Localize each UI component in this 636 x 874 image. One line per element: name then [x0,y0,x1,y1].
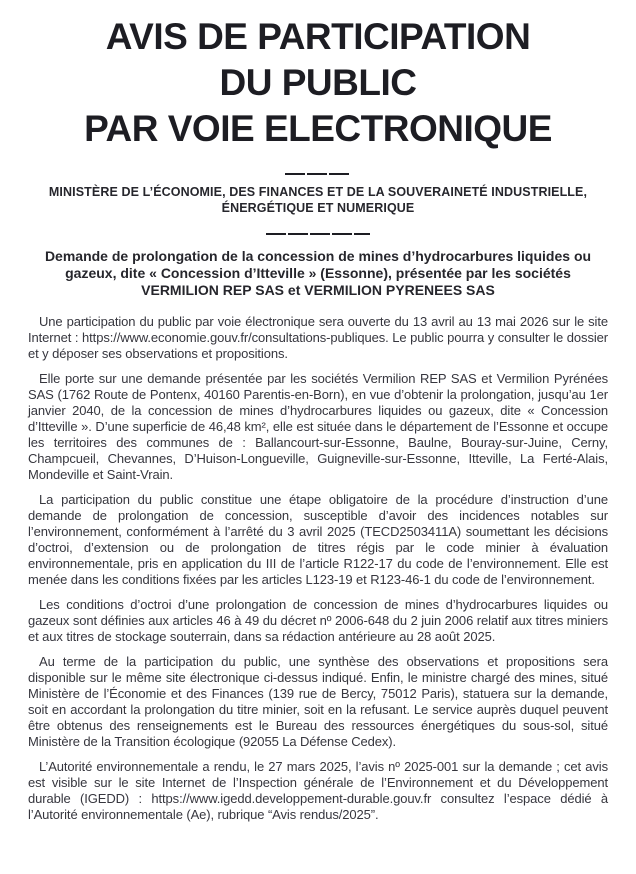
notice-title [28,14,608,152]
paragraph-granting-conditions: Les conditions d’octroi d’une prolongation de concession de mines d’hydrocarbures liquides ou gazeux sont définies aux articles 46 à 49 du décret nº 2006-648 du 2 juin 2006 relatif aux titres miniers et aux titres de stockage souterrain, dans sa rédaction antérieure au 28 août 2025. [28,597,608,644]
section-divider-top [285,173,351,175]
notice-subject: Demande de prolongation de la concession de mines d’hydrocarbures liquides ou gazeux, dite « Concession d’Itteville » (Essonne), présentée par les sociétés VERMILION REP SAS et VERMILION PYRENEES SAS [44,248,592,298]
paragraph-outcome-and-contacts: Au terme de la participation du public, une synthèse des observations et propositions sera disponible sur le même site électronique ci-dessus indiqué. Enfin, le ministre chargé des mines, situé Ministère de l’Économie et des Finances (139 rue de Bercy, 75012 Paris), statuera sur la demande, soit en accordant la prolongation du titre minier, soit en la refusant. Le service auprès duquel peuvent être obtenus des renseignements est le Bureau des ressources énergétiques du sous-sol, situé Ministère de la Transition écologique (92055 La Défense Cedex). [28,654,608,749]
paragraph-consultation-dates: Une participation du public par voie électronique sera ouverte du 13 avril au 13 mai 2026 sur le site Internet : https://www.economie.gouv.fr/consultations-publiques. Le public pourra y consulter le dossier et y déposer ses observations et propositions. [28,314,608,361]
paragraph-legal-procedure: La participation du public constitue une étape obligatoire de la procédure d’instruction d’une demande de prolongation de concession, susceptible d’avoir des incidences notables sur l’environnement, conformément à l’arrêté du 3 avril 2025 (TECD2503411A) soumettant les décisions d’octroi, d’extension ou de prolongation de titres régis par le code minier à évaluation environnementale, pris en application du III de l’article R122-17 du code de l’environnement. Elle est menée dans les conditions fixées par les articles L123-19 et R123-46-1 du code de l’environnement. [28,492,608,587]
ministry-name [28,184,608,216]
paragraph-environmental-authority-opinion: L’Autorité environnementale a rendu, le 27 mars 2025, l’avis nº 2025-001 sur la demande ; cet avis est visible sur le site Internet de l’Inspection générale de l’Environnement et du Développement durable (IGEDD) : https://www.igedd.developpement-durable.gouv.fr consultez l’espace dédié à l’Autorité environnementale (Ae), rubrique “Avis rendus/2025”. [28,759,608,822]
notice-title-line-1: AVIS DE PARTICIPATION [105,16,531,57]
notice-title-line-2: DU PUBLIC [219,62,417,103]
notice-title-line-3: PAR VOIE ELECTRONIQUE [84,108,552,149]
ministry-name-line-1: MINISTÈRE DE L’ÉCONOMIE, DES FINANCES ET DE LA SOUVERAINETÉ INDUSTRIELLE, [48,185,588,199]
notice-body [28,314,608,823]
paragraph-request-description: Elle porte sur une demande présentée par les sociétés Vermilion REP SAS et Vermilion Pyrénées SAS (1762 Route de Pontenx, 40160 Parentis-en-Born), en vue d’obtenir la prolongation, jusqu’au 1er janvier 2040, de la concession de mines d’hydrocarbures liquides ou gazeux, dite « Concession d’Itteville ». D’une superficie de 46,48 km², elle est située dans le département de l’Essonne et occupe les territoires des communes de : Ballancourt-sur-Essonne, Baulne, Bouray-sur-Juine, Cerny, Champcueil, Chevannes, D’Huison-Longueville, Guigneville-sur-Essonne, Itteville, La Ferté-Alais, Mondeville et Saint-Vrain. [28,371,608,482]
section-divider-bottom [266,233,370,235]
ministry-name-line-2: ÉNERGÉTIQUE ET NUMERIQUE [221,201,415,215]
